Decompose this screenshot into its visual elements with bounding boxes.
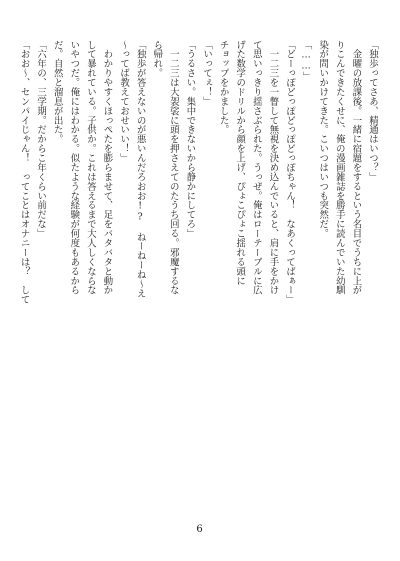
text-line: チョップをかました。 bbox=[217, 40, 229, 135]
text-line: して暴れている。子供か。これは答えるまで大人しくならな bbox=[84, 40, 96, 295]
text-line: て思いっきり揺さぶられた。うっぜ。俺はローテーブルに広 bbox=[250, 40, 262, 295]
text-line: 「独歩ってさあ、精通はいつ？」 bbox=[367, 40, 378, 182]
text-line: 染が問いかけてきた。こいつはいつも突然だ。 bbox=[317, 40, 329, 239]
text-line: だ。自然と溜息が出た。 bbox=[51, 40, 63, 144]
text-line: 「六年の、三学期。だからこ年くらい前だな」 bbox=[35, 40, 47, 239]
text-line: 一二三は大袈裟に頭を押さえてのたうち回る。邪魔するな bbox=[167, 40, 179, 295]
page-number: 6 bbox=[196, 524, 204, 535]
text-line: 「うるさい。集中できないから静かにしてろ」 bbox=[184, 40, 196, 239]
text-line: 「どーっぽどっぽどっぽどっぽちゃん！ なあくってばぁー」 bbox=[284, 40, 296, 305]
column-gap bbox=[0, 40, 15, 514]
text-line: 「いってぇ！」 bbox=[201, 40, 213, 107]
text-line: 「おお～、センパイじゃん！ ってことはオナニーは？ して bbox=[18, 40, 30, 305]
text-line: ら帰れ。 bbox=[151, 40, 163, 78]
text-line: わかりやすくほっぺたを膨らませて、足をバタバタと動か bbox=[101, 40, 113, 295]
text-line: ～ってば教えておせいい！」 bbox=[118, 40, 130, 163]
vertical-text-block bbox=[18, 40, 380, 514]
text-line: 一二三を一瞥して無視を決め込んでいると、肩に手をかけ bbox=[267, 40, 279, 295]
text-line: 金曜の放課後。一緒に宿題をするという名目でうちに上が bbox=[350, 40, 362, 295]
text-line: いやつだ。俺にはわかる。似たような経験が何度もあるから bbox=[68, 40, 80, 295]
text-line: 「……」 bbox=[300, 40, 312, 81]
text-line: りこんできたくせに、俺の漫画雑誌を勝手に読んでいた幼馴 bbox=[333, 40, 345, 295]
text-line: げた数学のドリルから顔を上げ、ぴょこぴょこ揺れる頭に bbox=[234, 40, 246, 286]
text-line: 「独歩が答えないのが悪いんだろおお!? ねーねーね～え bbox=[134, 40, 146, 299]
